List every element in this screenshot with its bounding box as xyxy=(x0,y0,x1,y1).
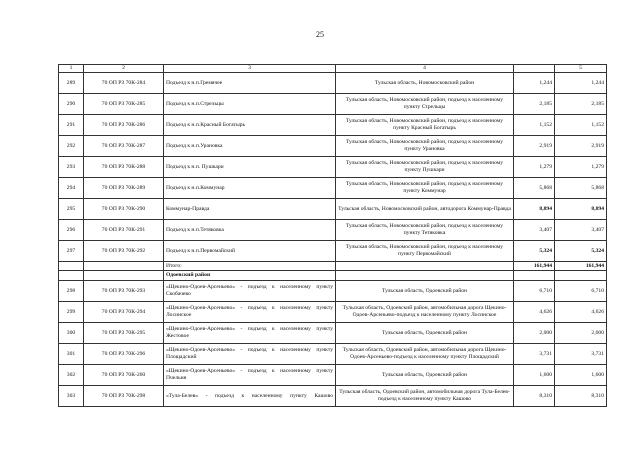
row-number: 290 xyxy=(59,94,84,115)
total-row xyxy=(59,262,607,271)
road-location: Тульская область, Новомосковский район xyxy=(336,73,514,94)
road-location: Тульская область, Новомосковский район, подъезд к населенному пункту Стрельцы xyxy=(336,94,514,115)
table-row xyxy=(59,73,607,94)
road-code: 70 ОП РЗ 70К-286 xyxy=(84,115,164,136)
table-row xyxy=(59,344,607,365)
empty-cell xyxy=(59,271,84,281)
road-location: Тульская область, Одоевский район, автомобильная дорога Щекино-Одоев-Арсеньево-подъезд к населенному пункту Площадский xyxy=(336,344,514,365)
road-name: «Щекино-Одоев-Арсеньево» - подъезд к населенному пункту Скобачево xyxy=(164,281,336,302)
road-code: 70 ОП РЗ 70К-296 xyxy=(84,344,164,365)
road-name: Подъезд к н.п.Стрельцы xyxy=(164,94,336,115)
empty-cell xyxy=(59,262,84,271)
row-number: 302 xyxy=(59,365,84,386)
length-value: 2,185 xyxy=(514,94,555,115)
row-number: 298 xyxy=(59,281,84,302)
road-name: Подъезд к н.п.Первомайский xyxy=(164,241,336,262)
length-value: 1,279 xyxy=(514,157,555,178)
table-row xyxy=(59,323,607,344)
road-name: «Тула-Белев» - подъезд к населенному пункту Кашово xyxy=(164,386,336,407)
length-value-total: 6,710 xyxy=(555,281,607,302)
road-code: 70 ОП РЗ 70К-289 xyxy=(84,178,164,199)
header-cell: 5 xyxy=(555,65,607,73)
road-code: 70 ОП РЗ 70К-295 xyxy=(84,323,164,344)
road-location: Тульская область, Новомосковский район, автодорога Коммунар-Правда xyxy=(336,199,514,220)
road-name: Подъезд к н.п.Гремячее xyxy=(164,73,336,94)
road-code: 70 ОП РЗ 70К-292 xyxy=(84,241,164,262)
total-value: 161,944 xyxy=(514,262,555,271)
road-name: Подъезд к н.п.Урановка xyxy=(164,136,336,157)
empty-cell xyxy=(555,271,607,281)
table-row xyxy=(59,94,607,115)
table-row xyxy=(59,386,607,407)
road-location: Тульская область, Одоевский район xyxy=(336,323,514,344)
length-value-total: 2,919 xyxy=(555,136,607,157)
table-row xyxy=(59,115,607,136)
length-value-total: 1,152 xyxy=(555,115,607,136)
header-cell: 1 xyxy=(59,65,84,73)
road-code: 70 ОП РЗ 70К-288 xyxy=(84,157,164,178)
road-location: Тульская область, Новомосковский район, подъезд к населенному пункту Коммунар xyxy=(336,178,514,199)
road-name: «Щекино-Одоев-Арсеньево» - подъезд к населенному пункту Пчельня xyxy=(164,365,336,386)
table-row xyxy=(59,365,607,386)
road-code: 70 ОП РЗ 70К-298 xyxy=(84,386,164,407)
length-value: 8,894 xyxy=(514,199,555,220)
road-name: Подъезд к н.п.Красный Богатырь xyxy=(164,115,336,136)
header-cell: 3 xyxy=(164,65,336,73)
length-value: 5,868 xyxy=(514,178,555,199)
section-row xyxy=(59,271,607,281)
road-code: 70 ОП РЗ 70К-294 xyxy=(84,302,164,323)
row-number: 292 xyxy=(59,136,84,157)
length-value: 4,626 xyxy=(514,302,555,323)
row-number: 294 xyxy=(59,178,84,199)
road-code: 70 ОП РЗ 70К-284 xyxy=(84,73,164,94)
road-code: 70 ОП РЗ 70К-291 xyxy=(84,220,164,241)
empty-cell xyxy=(336,271,514,281)
row-number: 299 xyxy=(59,302,84,323)
length-value: 3,407 xyxy=(514,220,555,241)
empty-cell xyxy=(84,262,164,271)
length-value: 2,919 xyxy=(514,136,555,157)
road-code: 70 ОП РЗ 70К-290 xyxy=(84,199,164,220)
row-number: 295 xyxy=(59,199,84,220)
row-number: 300 xyxy=(59,323,84,344)
total-label: Итого: xyxy=(164,262,336,271)
length-value-total: 5,868 xyxy=(555,178,607,199)
road-location: Тульская область, Одоевский район, автомобильная дорога Тула-Белев-подъезд к населенному пункту Кашово xyxy=(336,386,514,407)
length-value-total: 1,244 xyxy=(555,73,607,94)
length-value: 8,310 xyxy=(514,386,555,407)
road-code: 70 ОП РЗ 70К-293 xyxy=(84,281,164,302)
road-location: Тульская область, Одоевский район, автомобильная дорога Щекино-Одоев-Арсеньево-подъезд к населенному пункту Лосинское xyxy=(336,302,514,323)
empty-cell xyxy=(336,262,514,271)
road-location: Тульская область, Новомосковский район, подъезд к населенному пункту Урановка xyxy=(336,136,514,157)
length-value: 1,152 xyxy=(514,115,555,136)
table-row xyxy=(59,157,607,178)
table-row xyxy=(59,241,607,262)
length-value-total: 1,600 xyxy=(555,365,607,386)
header-cell: 4 xyxy=(336,65,514,73)
total-value-total: 161,944 xyxy=(555,262,607,271)
table-row xyxy=(59,199,607,220)
road-location: Тульская область, Новомосковский район, подъезд к населенному пункту Тетяковка xyxy=(336,220,514,241)
road-name: «Щекино-Одоев-Арсеньево» - подъезд к населенному пункту Жестовое xyxy=(164,323,336,344)
table-row xyxy=(59,281,607,302)
length-value-total: 8,894 xyxy=(555,199,607,220)
length-value-total: 1,279 xyxy=(555,157,607,178)
road-name: Коммунар-Правда xyxy=(164,199,336,220)
empty-cell xyxy=(84,271,164,281)
length-value-total: 3,731 xyxy=(555,344,607,365)
road-location: Тульская область, Одоевский район xyxy=(336,281,514,302)
table-row xyxy=(59,220,607,241)
header-cell xyxy=(514,65,555,73)
header-row xyxy=(59,65,607,73)
section-title: Одоевский район xyxy=(164,271,336,281)
row-number: 301 xyxy=(59,344,84,365)
length-value-total: 4,626 xyxy=(555,302,607,323)
length-value: 6,710 xyxy=(514,281,555,302)
length-value-total: 2,185 xyxy=(555,94,607,115)
road-location: Тульская область, Новомосковский район, подъезд к населенному пункту Красный Богатырь xyxy=(336,115,514,136)
road-name: Подъезд к н.п. Пушкари xyxy=(164,157,336,178)
length-value-total: 3,407 xyxy=(555,220,607,241)
road-code: 70 ОП РЗ 70К-285 xyxy=(84,94,164,115)
road-code: 70 ОП РЗ 70К-287 xyxy=(84,136,164,157)
roads-table xyxy=(58,64,607,407)
road-name: Подъезд к н.п.Коммунар xyxy=(164,178,336,199)
road-name: «Щекино-Одоев-Арсеньево» - подъезд к населенному пункту Лосинское xyxy=(164,302,336,323)
road-location: Тульская область, Одоевский район xyxy=(336,365,514,386)
header-cell: 2 xyxy=(84,65,164,73)
table-row xyxy=(59,178,607,199)
row-number: 296 xyxy=(59,220,84,241)
road-location: Тульская область, Новомосковский район, подъезд к населенному пункту Пушкари xyxy=(336,157,514,178)
road-name: Подъезд к н.п.Тетяковка xyxy=(164,220,336,241)
row-number: 289 xyxy=(59,73,84,94)
road-code: 70 ОП РЗ 70К-260 xyxy=(84,365,164,386)
length-value-total: 8,310 xyxy=(555,386,607,407)
length-value: 1,244 xyxy=(514,73,555,94)
row-number: 303 xyxy=(59,386,84,407)
length-value-total: 2,000 xyxy=(555,323,607,344)
length-value-total: 5,324 xyxy=(555,241,607,262)
road-name: «Щекино-Одоев-Арсеньево» - подъезд к населенному пункту Площадский xyxy=(164,344,336,365)
page-number: 25 xyxy=(316,30,324,39)
row-number: 297 xyxy=(59,241,84,262)
length-value: 2,000 xyxy=(514,323,555,344)
table-row xyxy=(59,302,607,323)
table-row xyxy=(59,136,607,157)
row-number: 291 xyxy=(59,115,84,136)
length-value: 3,731 xyxy=(514,344,555,365)
length-value: 5,324 xyxy=(514,241,555,262)
length-value: 1,600 xyxy=(514,365,555,386)
row-number: 293 xyxy=(59,157,84,178)
road-location: Тульская область, Новомосковский район, подъезд к населенному пункту Первомайский xyxy=(336,241,514,262)
roads-table-body xyxy=(59,65,607,407)
empty-cell xyxy=(514,271,555,281)
